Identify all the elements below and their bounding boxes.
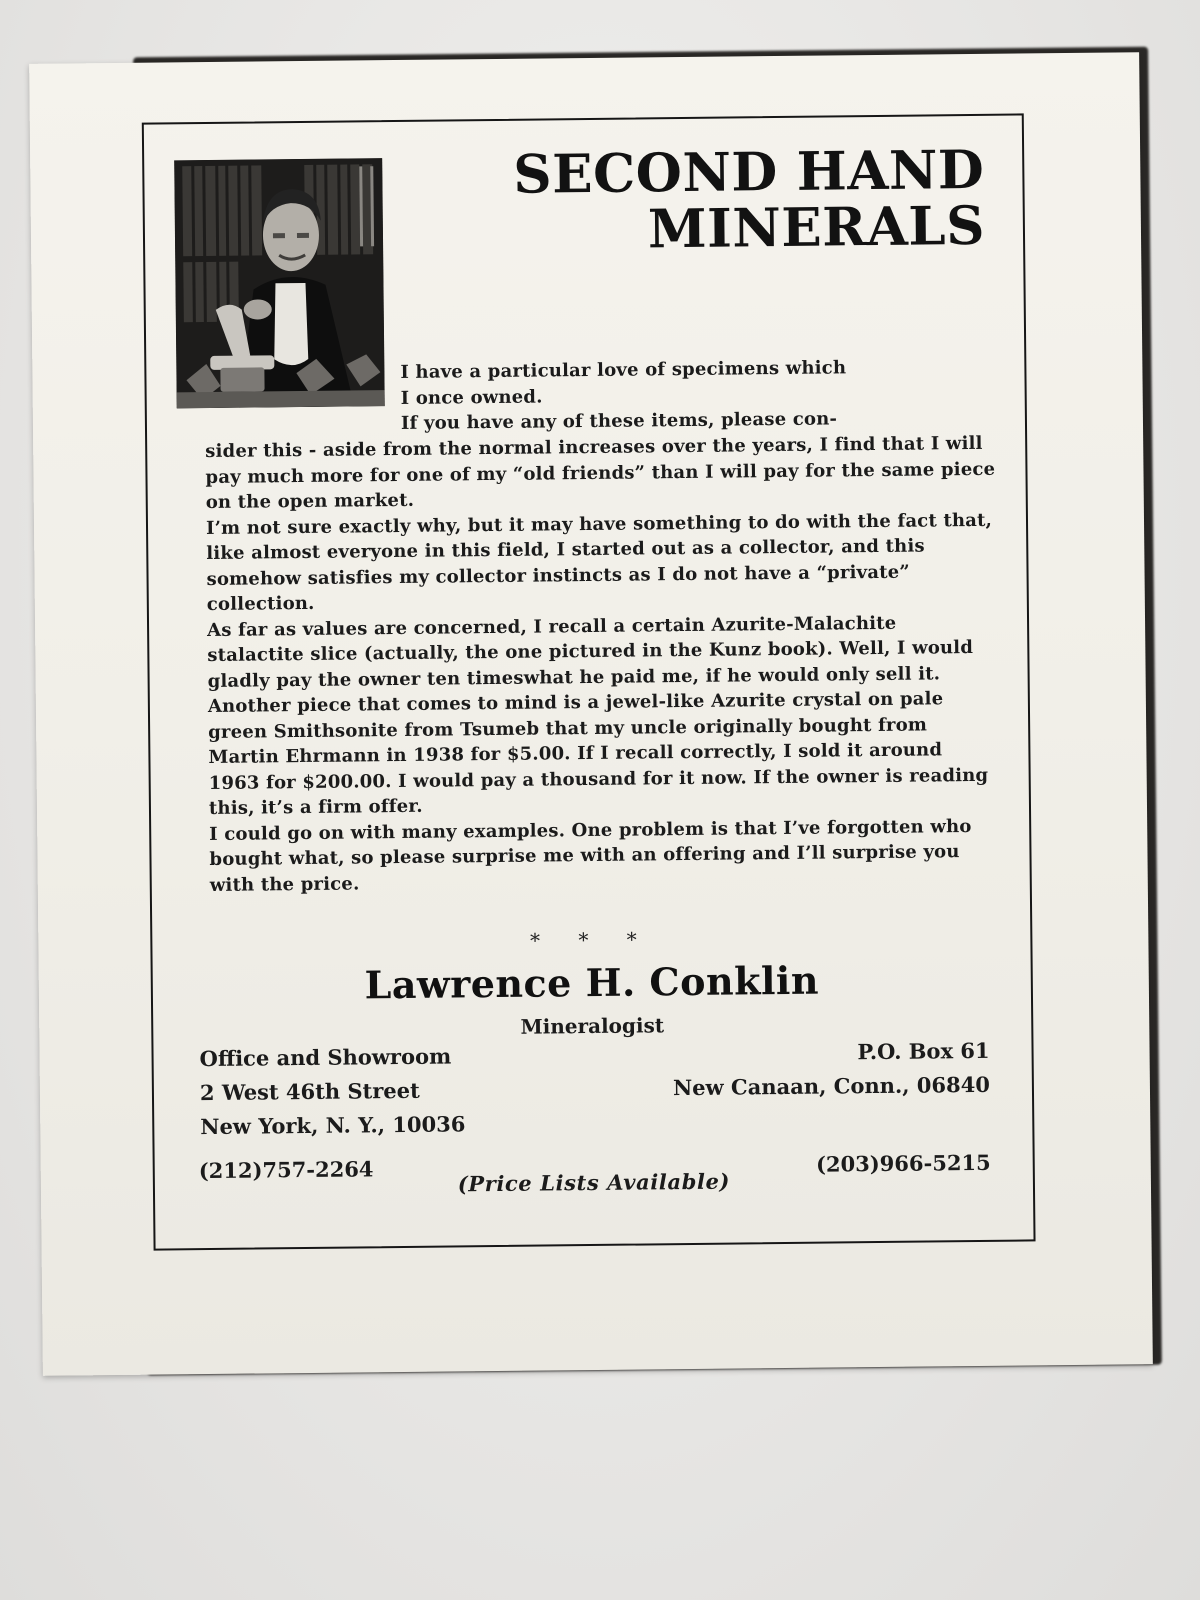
paragraph-2-line-1: If you have any of these items, please con- — [400, 408, 838, 434]
office-address-line-2: 2 West 46th Street — [199, 1077, 420, 1106]
intro-text — [400, 354, 997, 437]
mailing-address-line-2: New Canaan, Conn., 06840 — [672, 1071, 991, 1101]
office-address-line-1: Office and Showroom — [199, 1043, 452, 1072]
paragraph-4: As far as values are concerned, I recall a certain Azurite-Malachite stalactite slice (actually, the one pictured in the Kunz book). Well, I would gladly pay the owner ten timeswhat he paid me, if he would only sell it. — [206, 612, 974, 692]
mailing-phone: (203)966-5215 — [815, 1149, 991, 1177]
headline-line-1: SECOND HAND — [513, 138, 985, 206]
office-address — [199, 1039, 465, 1144]
paragraph-2-continued: sider this - aside from the normal increases over the years, I find that I will pay much more for one of my “old friends” than I will pay for the same piece on the open market. — [205, 432, 996, 514]
price-lists-note: (Price Lists Available) — [457, 1168, 731, 1197]
paragraph-1-line-1: I have a particular love of specimens which — [400, 357, 847, 383]
office-address-line-3: New York, N. Y., 10036 — [200, 1111, 466, 1140]
mailing-address — [672, 1034, 990, 1105]
portrait-photo — [174, 158, 385, 408]
body-text — [205, 431, 1000, 898]
magazine-page — [29, 52, 1153, 1376]
paragraph-1-line-2: I once owned. — [400, 385, 543, 409]
ad-headline — [494, 138, 986, 261]
office-phone: (212)757-2264 — [198, 1156, 374, 1184]
paragraph-5: Another piece that comes to mind is a jewel-like Azurite crystal on pale green Smithsonite from Tsumeb that my uncle originally bought from Martin Ehrmann in 1938 for $5.00. If I recall correctly, I sold it around 1963 for $200.00. I would pay a thousand for it now. If the owner is reading this, it’s a firm offer. — [207, 688, 989, 820]
mailing-address-line-1: P.O. Box 61 — [857, 1037, 990, 1065]
ad-border-frame — [142, 113, 1036, 1250]
paragraph-6: I could go on with many examples. One problem is that I’ve forgotten who bought what, so please surprise me with an offering and I’ll surprise you with the price. — [209, 815, 972, 896]
section-separator: * * * — [529, 927, 653, 953]
advertiser-name: Lawrence H. Conklin — [364, 957, 820, 1008]
portrait-photo-illustration — [174, 158, 385, 408]
advertiser-title: Mineralogist — [520, 1013, 665, 1039]
headline-line-2: MINERALS — [647, 194, 986, 261]
paragraph-3: I’m not sure exactly why, but it may have something to do with the fact that, like almost everyone in this field, I started out as a collector, and this somehow satisfies my collector instincts as I do not have a “private” collection. — [205, 509, 993, 616]
